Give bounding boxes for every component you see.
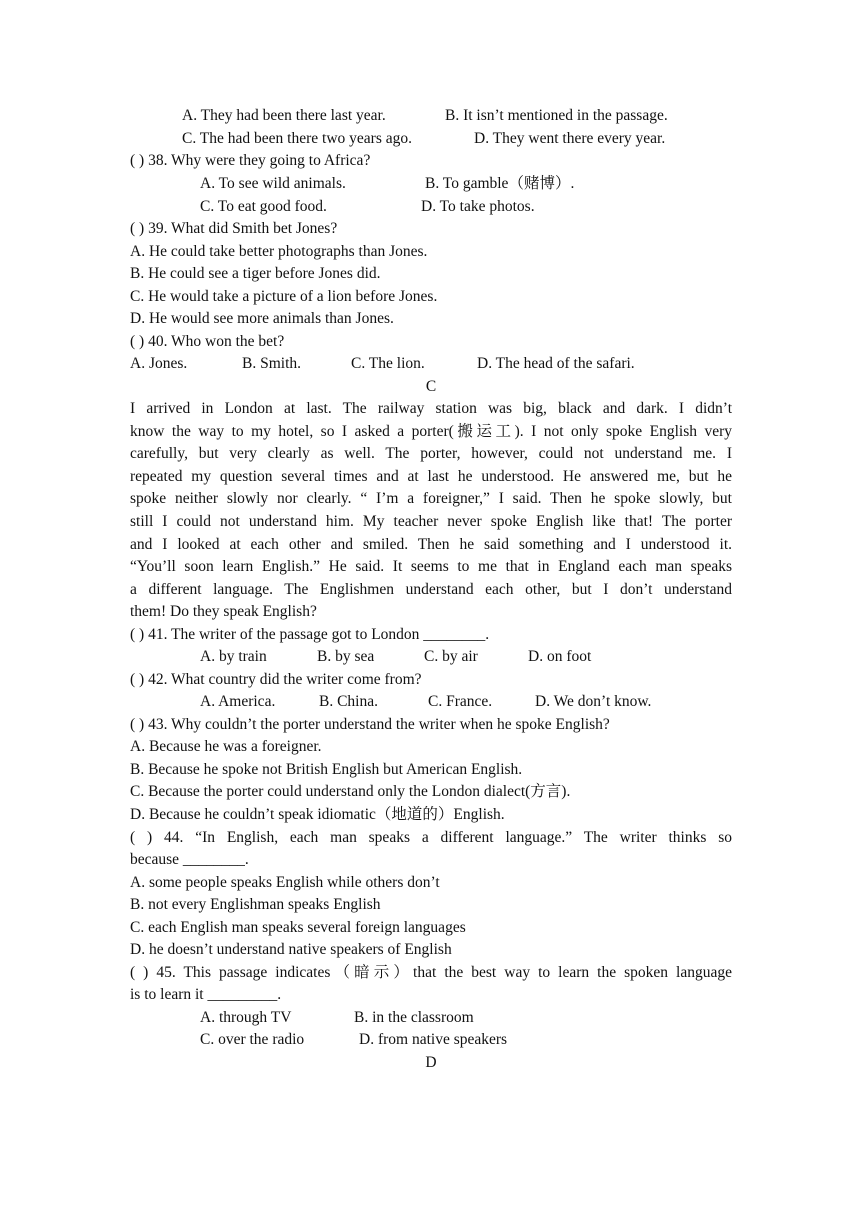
q37-options-row1 bbox=[130, 105, 732, 127]
q38-option-a: A. To see wild animals. bbox=[200, 175, 346, 192]
q43-option-a: A. Because he was a foreigner. bbox=[130, 738, 322, 755]
q44-option-a: A. some people speaks English while others don’t bbox=[130, 874, 440, 891]
q38-option-c: C. To eat good food. bbox=[200, 198, 327, 215]
q44-option-c: C. each English man speaks several foreign languages bbox=[130, 919, 466, 936]
q38-options-row1 bbox=[130, 173, 732, 195]
q41-option-b: B. by sea bbox=[317, 648, 375, 665]
q37-option-d: D. They went there every year. bbox=[474, 130, 666, 147]
passage-line: a different language. The Englishmen understand each other, but I don’t understand bbox=[130, 581, 732, 598]
q44-stem-line1: ( ) 44. “In English, each man speaks a different language.” The writer thinks so bbox=[130, 829, 732, 846]
q39-option-d: D. He would see more animals than Jones. bbox=[130, 310, 394, 327]
q45-stem-line2: is to learn it _________. bbox=[130, 986, 282, 1003]
passage-line: I arrived in London at last. The railway station was big, black and dark. I didn’t bbox=[130, 400, 732, 417]
q40-stem: ( ) 40. Who won the bet? bbox=[130, 333, 285, 350]
section-c-heading: C bbox=[425, 378, 437, 395]
q41-options-row bbox=[130, 646, 732, 668]
q42-option-d: D. We don’t know. bbox=[535, 693, 652, 710]
q40-option-a: A. Jones. bbox=[130, 355, 188, 372]
q39-option-b: B. He could see a tiger before Jones did. bbox=[130, 265, 381, 282]
q38-option-b: B. To gamble（赌博）. bbox=[425, 175, 575, 192]
q41-option-a: A. by train bbox=[200, 648, 267, 665]
q39-option-c: C. He would take a picture of a lion before Jones. bbox=[130, 288, 438, 305]
q39-option-a: A. He could take better photographs than Jones. bbox=[130, 243, 428, 260]
q44-option-d: D. he doesn’t understand native speakers of English bbox=[130, 941, 452, 958]
q41-option-c: C. by air bbox=[424, 648, 478, 665]
passage-line: them! Do they speak English? bbox=[130, 603, 317, 620]
passage-line: and I looked at each other and smiled. Then he said something and I understood it. bbox=[130, 536, 732, 553]
q40-option-c: C. The lion. bbox=[351, 355, 425, 372]
q42-option-c: C. France. bbox=[428, 693, 493, 710]
q40-options-row bbox=[130, 353, 732, 375]
q42-option-a: A. America. bbox=[200, 693, 276, 710]
q39-stem: ( ) 39. What did Smith bet Jones? bbox=[130, 220, 338, 237]
q45-options-row2 bbox=[130, 1029, 732, 1051]
passage-line: spoke neither slowly nor clearly. “ I’m a foreigner,” I said. Then he spoke slowly, but bbox=[130, 490, 732, 507]
passage-line: still I could not understand him. My teacher never spoke English like that! The porter bbox=[130, 513, 732, 530]
q41-stem: ( ) 41. The writer of the passage got to London ________. bbox=[130, 626, 490, 643]
q38-stem: ( ) 38. Why were they going to Africa? bbox=[130, 152, 371, 169]
q42-option-b: B. China. bbox=[319, 693, 378, 710]
q42-options-row bbox=[130, 691, 732, 713]
q38-options-row2 bbox=[130, 196, 732, 218]
passage-line: know the way to my hotel, so I asked a porter(搬运工). I not only spoke English very bbox=[130, 423, 732, 440]
q45-option-a: A. through TV bbox=[200, 1009, 292, 1026]
q40-option-d: D. The head of the safari. bbox=[477, 355, 635, 372]
q45-options-row1 bbox=[130, 1007, 732, 1029]
q42-stem: ( ) 42. What country did the writer come from? bbox=[130, 671, 422, 688]
q37-option-b: B. It isn’t mentioned in the passage. bbox=[445, 107, 668, 124]
section-d-heading: D bbox=[425, 1054, 437, 1071]
passage-line: “You’ll soon learn English.” He said. It seems to me that in England each man speaks bbox=[130, 558, 732, 575]
q43-option-d: D. Because he couldn’t speak idiomatic（地道的）English. bbox=[130, 806, 505, 823]
q40-option-b: B. Smith. bbox=[242, 355, 302, 372]
passage-line: carefully, but very clearly as well. The porter, however, could not understand me. I bbox=[130, 445, 732, 462]
q45-option-d: D. from native speakers bbox=[359, 1031, 508, 1048]
q45-option-b: B. in the classroom bbox=[354, 1009, 474, 1026]
q45-stem-line1: ( ) 45. This passage indicates（暗示）that the best way to learn the spoken language bbox=[130, 964, 732, 981]
q38-option-d: D. To take photos. bbox=[421, 198, 535, 215]
q37-options-row2 bbox=[130, 128, 732, 150]
q44-option-b: B. not every Englishman speaks English bbox=[130, 896, 381, 913]
q43-option-c: C. Because the porter could understand only the London dialect(方言). bbox=[130, 783, 571, 800]
passage-line: repeated my question several times and at last he understood. He answered me, but he bbox=[130, 468, 732, 485]
q43-stem: ( ) 43. Why couldn’t the porter understand the writer when he spoke English? bbox=[130, 716, 610, 733]
q43-option-b: B. Because he spoke not British English but American English. bbox=[130, 761, 523, 778]
q44-stem-line2: because ________. bbox=[130, 851, 249, 868]
q37-option-a: A. They had been there last year. bbox=[182, 107, 386, 124]
q45-option-c: C. over the radio bbox=[200, 1031, 305, 1048]
q41-option-d: D. on foot bbox=[528, 648, 592, 665]
q37-option-c: C. The had been there two years ago. bbox=[182, 130, 412, 147]
